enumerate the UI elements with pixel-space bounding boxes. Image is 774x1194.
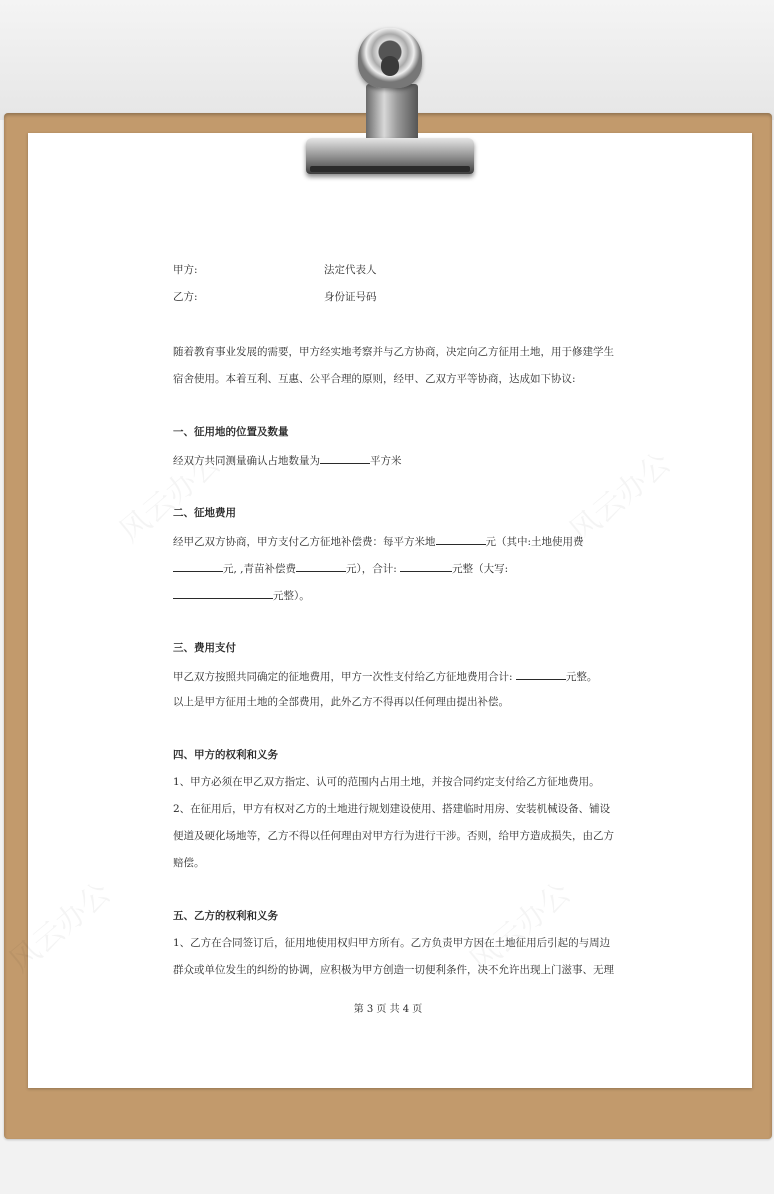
fill-blank [173,587,273,599]
section-4-line: 1、甲方必须在甲乙双方指定、认可的范围内占用土地，并按合同约定支付给乙方征地费用。 [173,776,600,788]
section-5-line: 1、乙方在合同签订后，征用地使用权归甲方所有。乙方负责甲方因在土地征用后引起的与周边 [173,937,611,949]
section-3-title: 三、费用支付 [173,642,236,654]
section-4-line: 赔偿。 [173,857,205,869]
party-b-row [173,290,377,305]
fill-blank [173,560,223,572]
fill-blank [400,560,452,572]
party-a-rep-label: 法定代表人 [324,264,377,276]
section-3-line: 甲乙双方按照共同确定的征地费用，甲方一次性支付给乙方征地费用合计: 元整。 [173,668,597,685]
section-5-title: 五、乙方的权利和义务 [173,910,278,922]
section-1-line: 经双方共同测量确认占地数量为 平方米 [173,452,402,469]
party-b-id-label: 身份证号码 [324,291,377,303]
fill-blank [320,452,370,464]
clip-ring-hole [381,56,399,76]
fill-blank [516,668,566,680]
section-1-title: 一、征用地的位置及数量 [173,426,289,438]
fill-blank [436,533,486,545]
party-a-row [173,263,377,278]
party-a-label: 甲方: [173,264,198,276]
section-4-line: 2、在征用后，甲方有权对乙方的土地进行规划建设使用、搭建临时用房、安装机械设备、铺设 [173,803,611,815]
section-2-line: 经甲乙双方协商，甲方支付乙方征地补偿费：每平方米地 元（其中:土地使用费 [173,533,584,550]
section-2-line: 元整）。 [173,587,310,604]
section-3-line: 以上是甲方征用土地的全部费用，此外乙方不得再以任何理由提出补偿。 [173,696,509,708]
section-2-title: 二、征地费用 [173,507,236,519]
clip-stem [366,84,418,142]
fill-blank [296,560,346,572]
party-b-label: 乙方: [173,291,198,303]
section-4-title: 四、甲方的权利和义务 [173,749,278,761]
intro-line: 宿舍使用。本着互利、互惠、公平合理的原则，经甲、乙双方平等协商，达成如下协议: [173,373,576,385]
binder-clip-edge [310,166,470,172]
section-5-line: 群众或单位发生的纠纷的协调，应积极为甲方创造一切便利条件，决不允许出现上门滋事、无理 [173,964,614,976]
section-2-line: 元, ,青苗补偿费 元），合计: 元整（大写: [173,560,508,577]
section-4-line: 便道及硬化场地等，乙方不得以任何理由对甲方行为进行干涉。否则，给甲方造成损失，由乙方 [173,830,614,842]
page-number-footer: 第 3 页 共 4 页 [353,1004,423,1015]
intro-line: 随着教育事业发展的需要，甲方经实地考察并与乙方协商，决定向乙方征用土地，用于修建学生 [173,346,614,358]
